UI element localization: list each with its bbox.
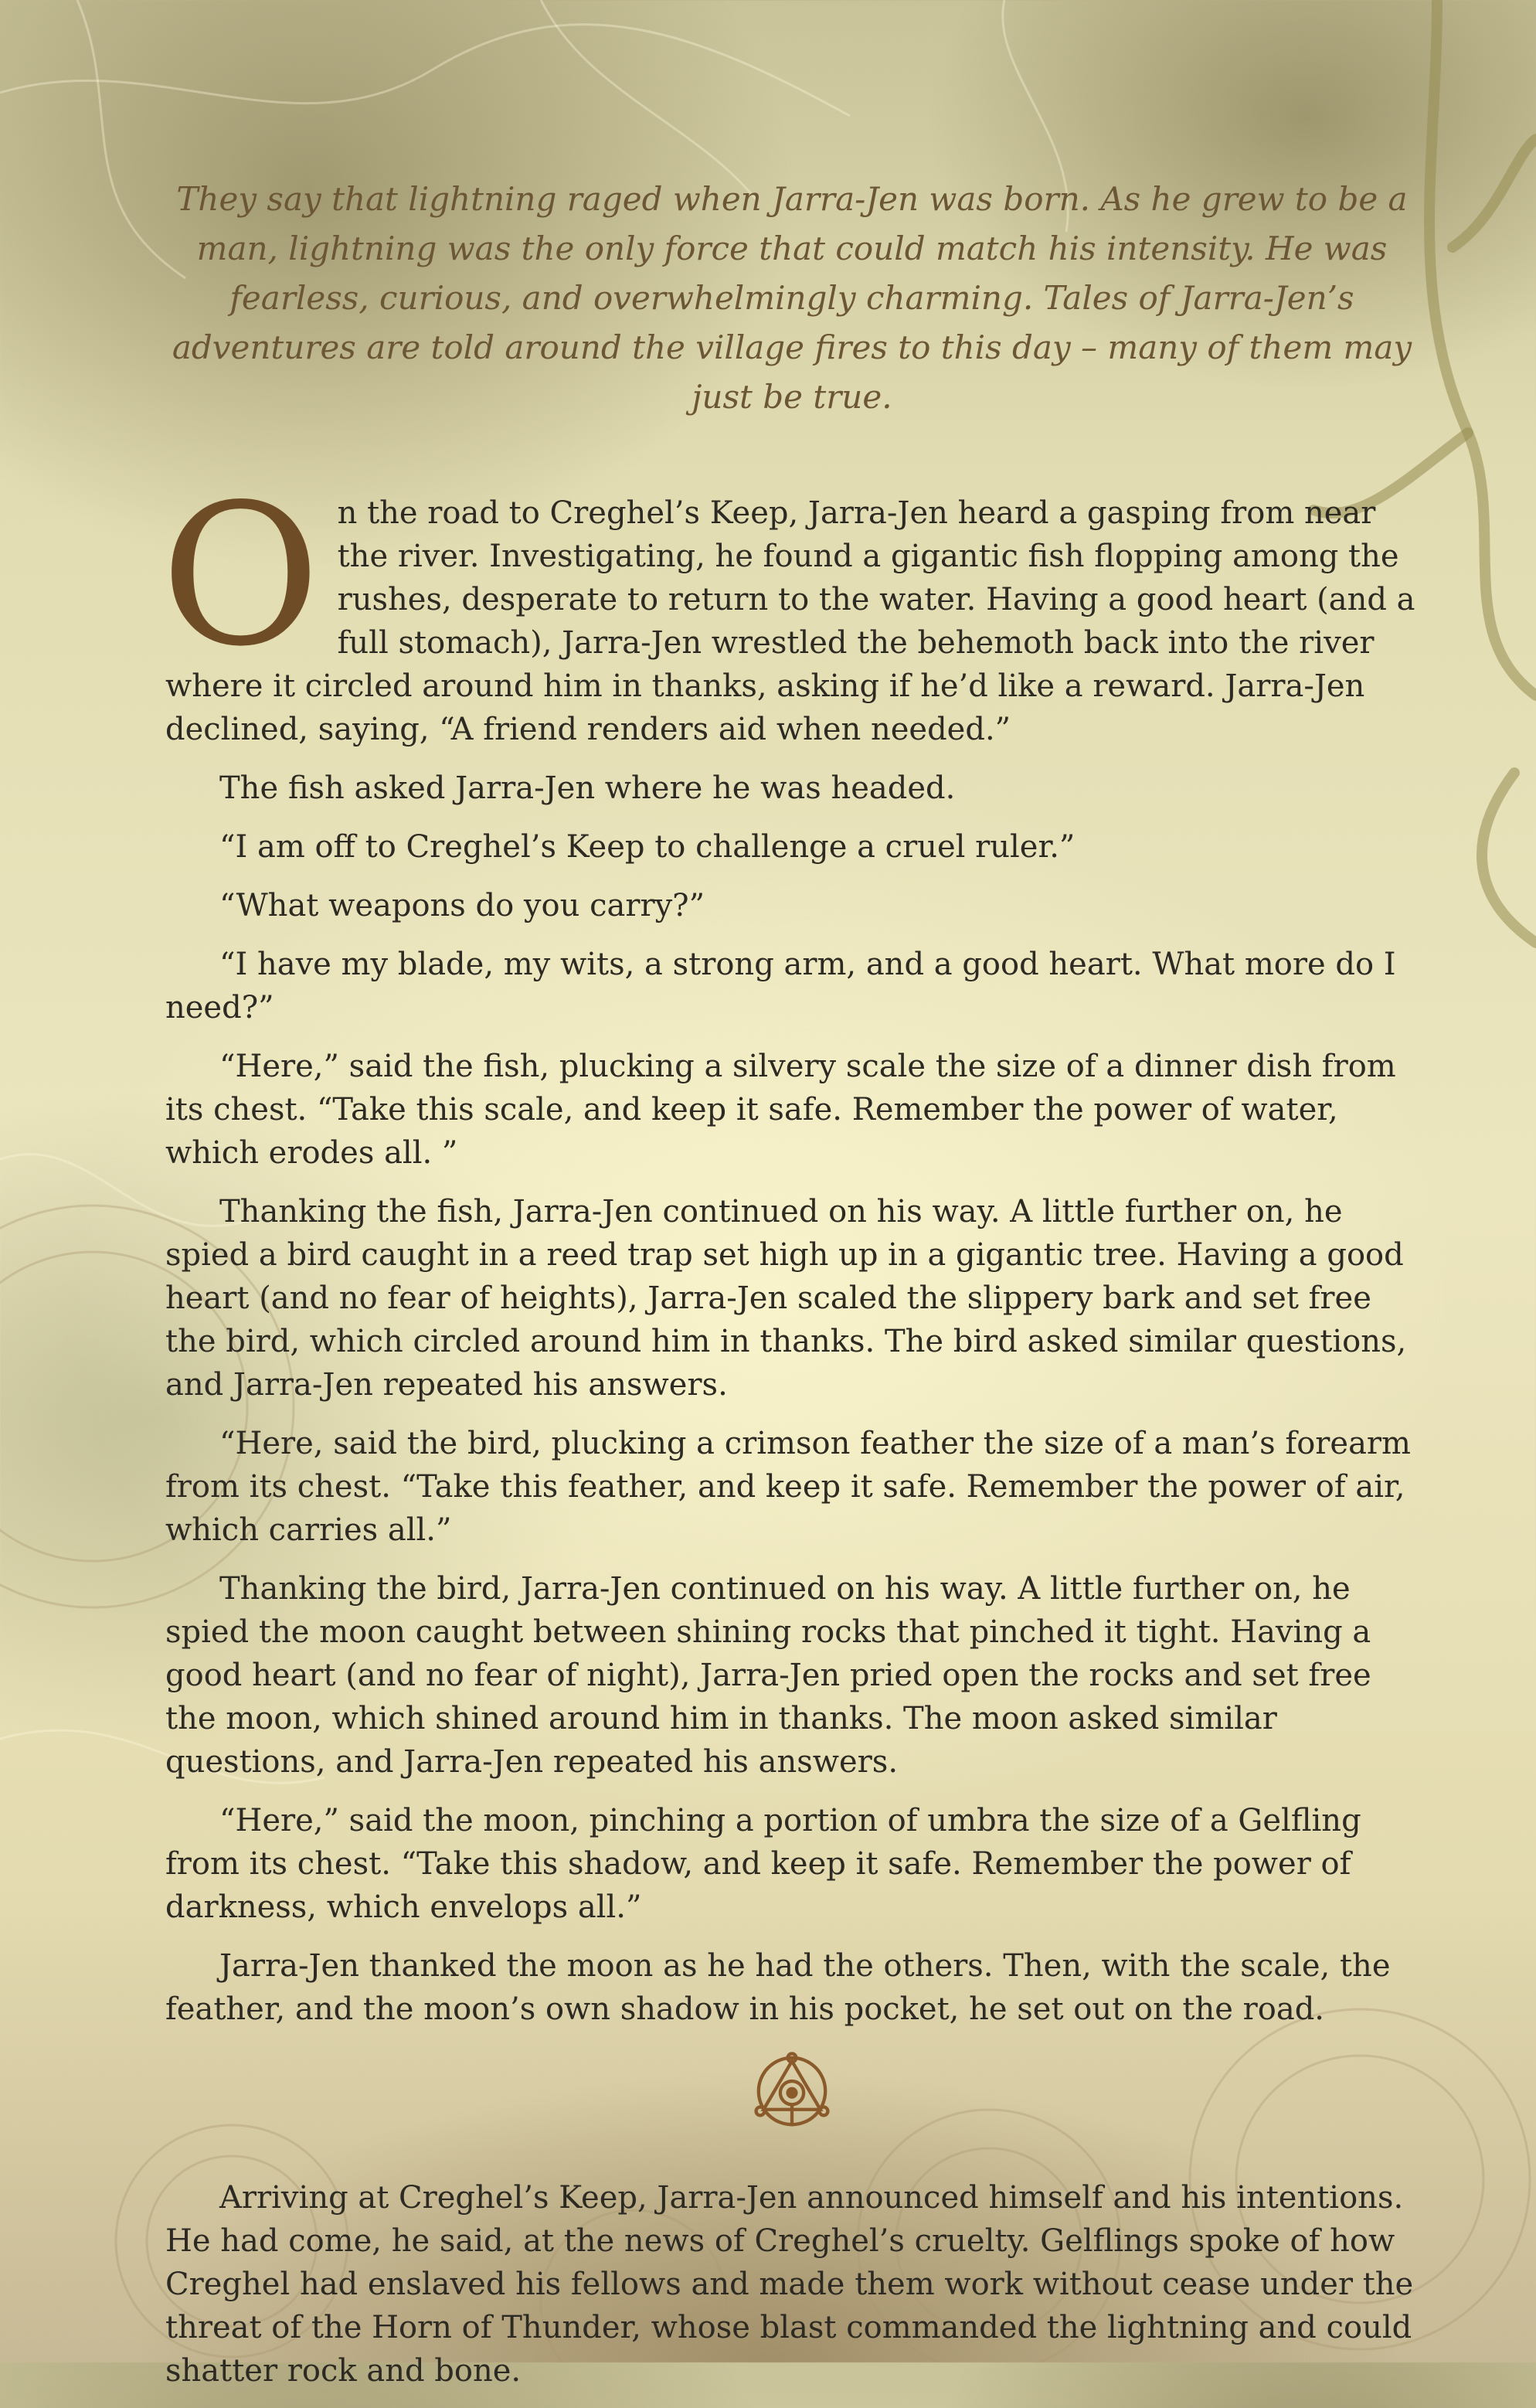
triangle-circle-ornament-icon — [750, 2049, 834, 2133]
intro-text: They say that lightning raged when Jarra-Jen was born. As he grew to be a man, lightning was the only force that could match his intensity. He was fearless, curious, and overwhelmingly charming. Tales of Jarra-Jen’s adventures are told around the village fires to this day – many of them may just be true. — [172, 180, 1412, 416]
section-break — [165, 2049, 1419, 2133]
story-paragraph: “I have my blade, my wits, a strong arm, and a good heart. What more do I need?” — [165, 947, 1396, 1025]
story-paragraph: “What weapons do you carry?” — [219, 888, 705, 923]
story-paragraph: Jarra-Jen thanked the moon as he had the others. Then, with the scale, the feather, and the moon’s own shadow in his pocket, he set out on the road. — [165, 1948, 1391, 2027]
story-paragraph: “Here,” said the moon, pinching a portion of umbra the size of a Gelfling from its chest. “Take this shadow, and keep it safe. Remember the power of darkness, which envelops all.” — [165, 1803, 1361, 1925]
opening-paragraph — [161, 463, 1419, 751]
story-paragraph: Thanking the bird, Jarra-Jen continued on his way. A little further on, he spied the moon caught between shining rocks that pinched it tight. Having a good heart (and no fear of night), Jarra-Jen pried open the rocks and set free the moon, which shined around him in thanks. The moon asked similar questions, and Jarra-Jen repeated his answers. — [165, 1571, 1371, 1780]
story-paragraph: “I am off to Creghel’s Keep to challenge a cruel ruler.” — [219, 829, 1076, 865]
drop-cap: O — [161, 463, 321, 689]
story-paragraph: “Here,” said the fish, plucking a silvery scale the size of a dinner dish from its chest. “Take this scale, and keep it safe. Remember the power of water, which erodes all. ” — [165, 1049, 1396, 1171]
story-paragraph: Arriving at Creghel’s Keep, Jarra-Jen announced himself and his intentions. He had come, he said, at the news of Creghel’s cruelty. Gelflings spoke of how Creghel had enslaved his fellows and made them work without cease under the threat of the Horn of Thunder, whose blast commanded the lightning and could shatter rock and bone. — [165, 2180, 1414, 2389]
story-paragraph: Thanking the fish, Jarra-Jen continued on his way. A little further on, he spied a bird caught in a reed trap set high up in a gigantic tree. Having a good heart (and no fear of heights), Jarra-Jen scaled the slippery bark and set free the bird, which circled around him in thanks. The bird asked similar questions, and Jarra-Jen repeated his answers. — [165, 1194, 1407, 1403]
story-paragraph: The fish asked Jarra-Jen where he was headed. — [219, 770, 956, 806]
story-page — [161, 175, 1419, 2408]
opening-text: n the road to Creghel’s Keep, Jarra-Jen heard a gasping from near the river. Investigating, he found a gigantic fish flopping among the rushes, desperate to return to the water. Having a good heart (and a full stomach), Jarra-Jen wrestled the behemoth back into the river where it circled around him in thanks, asking if he’d like a reward. Jarra-Jen declined, saying, “A friend renders aid when needed.” — [165, 495, 1415, 747]
story-paragraph: “Here, said the bird, plucking a crimson feather the size of a man’s forearm from its chest. “Take this feather, and keep it safe. Remember the power of air, which carries all.” — [165, 1426, 1411, 1548]
